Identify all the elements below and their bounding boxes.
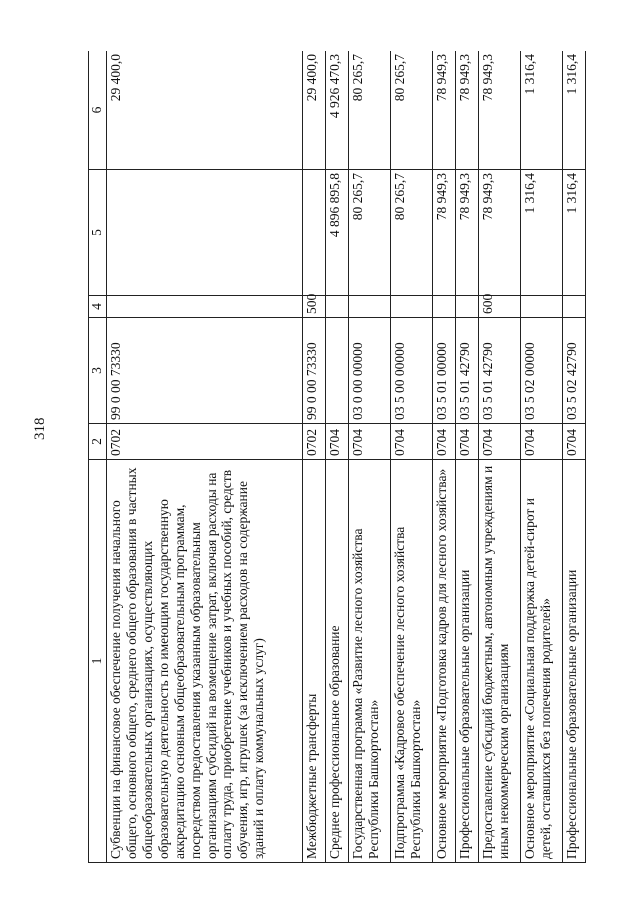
row-target-code: 03 5 02 00000 xyxy=(520,318,562,424)
row-value-5 xyxy=(303,170,326,296)
table-row xyxy=(520,51,562,863)
header-cell: 1 xyxy=(89,460,107,863)
row-value-6: 29 400,0 xyxy=(303,51,326,170)
row-target-code: 03 5 00 00000 xyxy=(390,318,432,424)
row-expense-type xyxy=(433,296,456,318)
table-row xyxy=(563,51,586,863)
row-value-6: 29 400,0 xyxy=(107,51,303,170)
row-expense-type xyxy=(563,296,586,318)
row-target-code: 03 5 02 42790 xyxy=(563,318,586,424)
row-name: Государственная программа «Развитие лесного хозяйства Республики Башкортостан» xyxy=(348,460,390,863)
row-value-5: 78 949,3 xyxy=(455,170,478,296)
row-target-code: 99 0 00 73330 xyxy=(303,318,326,424)
row-name: Профессиональные образовательные организации xyxy=(563,460,586,863)
row-value-6: 78 949,3 xyxy=(478,51,520,170)
row-value-5 xyxy=(107,170,303,296)
header-row xyxy=(89,51,107,863)
row-target-code: 99 0 00 73330 xyxy=(107,318,303,424)
row-section-code: 0704 xyxy=(520,424,562,460)
row-name: Основное мероприятие «Подготовка кадров для лесного хозяйства» xyxy=(433,460,456,863)
row-target-code xyxy=(325,318,348,424)
header-cell: 2 xyxy=(89,424,107,460)
row-section-code: 0702 xyxy=(303,424,326,460)
row-target-code: 03 5 01 42790 xyxy=(478,318,520,424)
row-value-6: 78 949,3 xyxy=(455,51,478,170)
row-name: Межбюджетные трансферты xyxy=(303,460,326,863)
header-cell: 4 xyxy=(89,296,107,318)
row-expense-type xyxy=(348,296,390,318)
row-value-6: 80 265,7 xyxy=(390,51,432,170)
table-row xyxy=(303,51,326,863)
row-expense-type: 600 xyxy=(478,296,520,318)
row-target-code: 03 5 01 42790 xyxy=(455,318,478,424)
row-expense-type xyxy=(455,296,478,318)
row-value-6: 1 316,4 xyxy=(563,51,586,170)
row-value-5: 80 265,7 xyxy=(390,170,432,296)
page-number: 318 xyxy=(32,417,48,440)
row-value-5: 78 949,3 xyxy=(433,170,456,296)
row-value-5: 1 316,4 xyxy=(520,170,562,296)
header-cell: 5 xyxy=(89,170,107,296)
table-row xyxy=(478,51,520,863)
row-expense-type: 500 xyxy=(303,296,326,318)
row-value-5: 78 949,3 xyxy=(478,170,520,296)
row-value-5: 4 896 895,8 xyxy=(325,170,348,296)
row-expense-type xyxy=(325,296,348,318)
row-value-6: 4 926 470,3 xyxy=(325,51,348,170)
row-value-5: 1 316,4 xyxy=(563,170,586,296)
table-row xyxy=(433,51,456,863)
row-value-6: 80 265,7 xyxy=(348,51,390,170)
row-name: Подпрограмма «Кадровое обеспечение лесного хозяйства Республики Башкортостан» xyxy=(390,460,432,863)
row-section-code: 0704 xyxy=(348,424,390,460)
row-section-code: 0704 xyxy=(563,424,586,460)
table-wrapper xyxy=(88,51,586,863)
table-row xyxy=(455,51,478,863)
row-section-code: 0704 xyxy=(433,424,456,460)
budget-table xyxy=(88,51,586,863)
row-expense-type xyxy=(107,296,303,318)
row-target-code: 03 5 01 00000 xyxy=(433,318,456,424)
row-name: Основное мероприятие «Социальная поддержка детей-сирот и детей, оставшихся без попечения родителей» xyxy=(520,460,562,863)
row-name: Среднее профессиональное образование xyxy=(325,460,348,863)
row-value-6: 1 316,4 xyxy=(520,51,562,170)
row-section-code: 0704 xyxy=(478,424,520,460)
row-value-5: 80 265,7 xyxy=(348,170,390,296)
row-target-code: 03 0 00 00000 xyxy=(348,318,390,424)
table-row xyxy=(107,51,303,863)
row-name: Профессиональные образовательные организации xyxy=(455,460,478,863)
row-section-code: 0704 xyxy=(325,424,348,460)
header-cell: 3 xyxy=(89,318,107,424)
row-name: Предоставление субсидий бюджетным, автономным учреждениям и иным некоммерческим организациям xyxy=(478,460,520,863)
table-row xyxy=(348,51,390,863)
table-row xyxy=(325,51,348,863)
row-expense-type xyxy=(390,296,432,318)
row-section-code: 0704 xyxy=(455,424,478,460)
row-expense-type xyxy=(520,296,562,318)
row-section-code: 0704 xyxy=(390,424,432,460)
row-name: Субвенции на финансовое обеспечение получения начального общего, основного общего, среднего общего образования в частных общеобразовательных организациях, осуществляющих образовательную деятельность по имеющим государственную аккредитацию основным общеобразовательным программам, посредством предоставления указанным образовательным организациям субсидий на возмещение затрат, включая расходы на оплату труда, приобретение учебников и учебных пособий, средств обучения, игр, игрушек (за исключением расходов на содержание зданий и оплату коммунальных услуг) xyxy=(107,460,303,863)
table-row xyxy=(390,51,432,863)
row-value-6: 78 949,3 xyxy=(433,51,456,170)
header-cell: 6 xyxy=(89,51,107,170)
row-section-code: 0702 xyxy=(107,424,303,460)
